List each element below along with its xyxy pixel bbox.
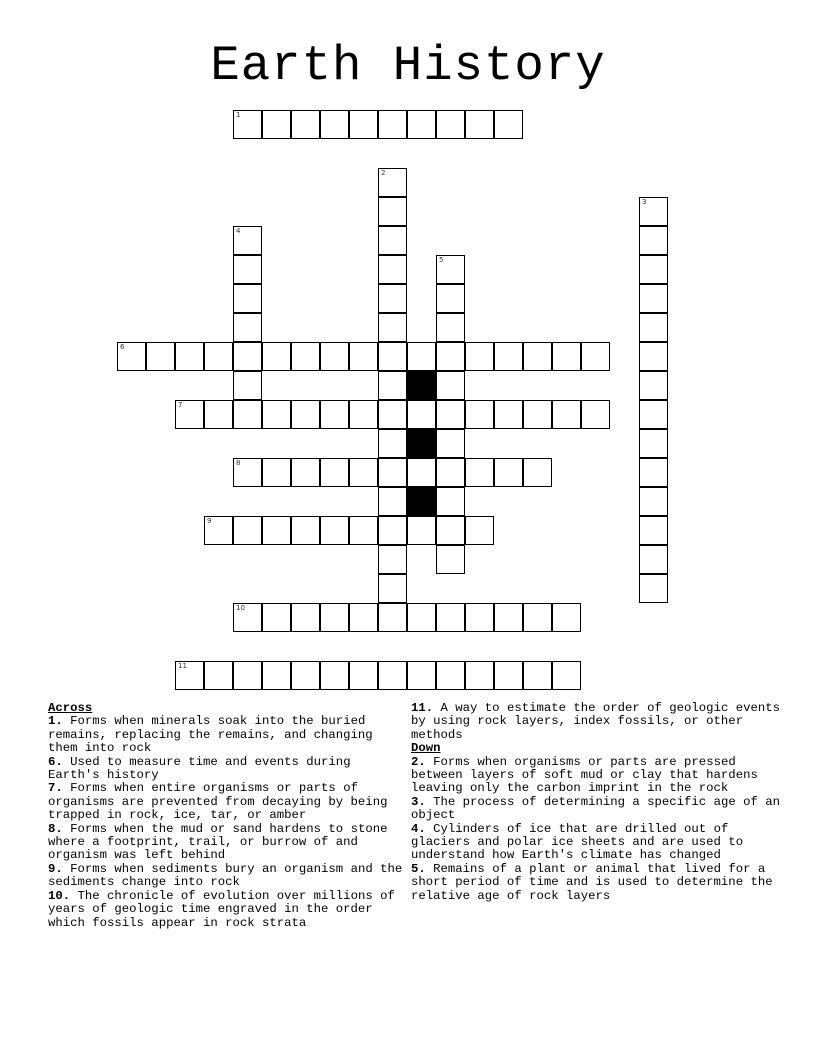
grid-cell[interactable] <box>378 487 407 516</box>
grid-cell[interactable] <box>233 284 262 313</box>
clue-number: 10. <box>48 888 71 903</box>
clue-number-label: 10 <box>236 604 245 612</box>
grid-cell[interactable] <box>349 516 378 545</box>
grid-cell[interactable] <box>204 661 233 690</box>
grid-cell[interactable] <box>233 255 262 284</box>
grid-cell[interactable] <box>494 458 523 487</box>
grid-cell[interactable] <box>639 371 668 400</box>
grid-cell[interactable] <box>320 342 349 371</box>
grid-cell[interactable] <box>407 110 436 139</box>
down-clue-5 <box>411 863 781 903</box>
clue-number-label: 8 <box>236 459 241 467</box>
grid-cell[interactable] <box>291 110 320 139</box>
grid-cell[interactable] <box>378 574 407 603</box>
grid-cell[interactable] <box>349 458 378 487</box>
grid-cell[interactable] <box>378 226 407 255</box>
grid-cell[interactable] <box>639 429 668 458</box>
clue-number: 7. <box>48 781 63 796</box>
grid-cell[interactable] <box>436 458 465 487</box>
grid-cell[interactable] <box>436 284 465 313</box>
across-clue-10 <box>48 890 404 930</box>
grid-cell[interactable] <box>262 661 291 690</box>
grid-cell[interactable] <box>378 371 407 400</box>
grid-cell[interactable] <box>465 110 494 139</box>
grid-cell[interactable] <box>291 400 320 429</box>
grid-cell[interactable] <box>233 458 262 487</box>
clue-number: 2. <box>411 754 426 769</box>
grid-cell[interactable] <box>494 110 523 139</box>
grid-cell[interactable] <box>465 516 494 545</box>
grid-cell[interactable] <box>233 603 262 632</box>
across-clue-7 <box>48 782 404 822</box>
grid-cell[interactable] <box>465 458 494 487</box>
grid-cell[interactable] <box>378 110 407 139</box>
grid-cell[interactable] <box>320 110 349 139</box>
grid-cell[interactable] <box>233 371 262 400</box>
grid-cell[interactable] <box>262 342 291 371</box>
clue-text: Forms when minerals soak into the buried remains, replacing the remains, and changing them into rock <box>48 714 373 756</box>
grid-cell[interactable] <box>320 400 349 429</box>
down-clue-4 <box>411 823 781 863</box>
grid-cell[interactable] <box>523 603 552 632</box>
grid-cell[interactable] <box>465 342 494 371</box>
clue-text: The process of determining a specific age of an object <box>411 794 780 823</box>
grid-cell[interactable] <box>436 661 465 690</box>
clue-number-label: 11 <box>178 662 187 670</box>
grid-cell[interactable] <box>378 458 407 487</box>
grid-cell[interactable] <box>581 400 610 429</box>
grid-cell[interactable] <box>378 168 407 197</box>
down-heading: Down <box>411 741 441 756</box>
grid-cell[interactable] <box>639 255 668 284</box>
grid-cell[interactable] <box>465 400 494 429</box>
grid-cell[interactable] <box>233 226 262 255</box>
grid-cell[interactable] <box>262 400 291 429</box>
grid-cell[interactable] <box>320 458 349 487</box>
clue-number-label: 3 <box>642 198 647 206</box>
across-clue-1 <box>48 715 404 755</box>
grid-cell[interactable] <box>552 400 581 429</box>
grid-cell[interactable] <box>407 400 436 429</box>
grid-cell[interactable] <box>378 400 407 429</box>
clue-number: 9. <box>48 861 63 876</box>
grid-cell[interactable] <box>407 661 436 690</box>
clue-number: 5. <box>411 861 426 876</box>
grid-cell[interactable] <box>349 661 378 690</box>
grid-cell[interactable] <box>436 255 465 284</box>
clue-number-label: 2 <box>381 169 386 177</box>
grid-cell[interactable] <box>552 342 581 371</box>
grid-cell[interactable] <box>349 342 378 371</box>
grid-cell[interactable] <box>320 603 349 632</box>
page-title: Earth History <box>210 38 606 94</box>
grid-cell[interactable] <box>378 255 407 284</box>
grid-cell[interactable] <box>378 284 407 313</box>
grid-cell[interactable] <box>204 516 233 545</box>
across-clue-11 <box>411 702 781 742</box>
grid-cell[interactable] <box>378 429 407 458</box>
clue-text: Used to measure time and events during Earth's history <box>48 754 351 783</box>
grid-cell[interactable] <box>436 487 465 516</box>
grid-cell[interactable] <box>320 516 349 545</box>
grid-cell[interactable] <box>639 197 668 226</box>
clue-number: 6. <box>48 754 63 769</box>
grid-cell[interactable] <box>436 371 465 400</box>
grid-cell[interactable] <box>349 400 378 429</box>
grid-cell[interactable] <box>378 545 407 574</box>
across-clue-9 <box>48 863 404 890</box>
grid-cell[interactable] <box>262 458 291 487</box>
grid-cell[interactable] <box>436 342 465 371</box>
clue-number-label: 9 <box>207 517 212 525</box>
grid-cell[interactable] <box>639 574 668 603</box>
grid-cell[interactable] <box>581 342 610 371</box>
grid-cell[interactable] <box>407 458 436 487</box>
grid-cell[interactable] <box>494 603 523 632</box>
grid-cell[interactable] <box>175 400 204 429</box>
clue-number: 3. <box>411 794 426 809</box>
grid-cell[interactable] <box>639 458 668 487</box>
clues-left-column <box>48 702 404 930</box>
grid-cell[interactable] <box>494 400 523 429</box>
grid-cell[interactable] <box>639 313 668 342</box>
grid-cell[interactable] <box>378 313 407 342</box>
grid-cell[interactable] <box>465 603 494 632</box>
clue-text: Forms when entire organisms or parts of organisms are prevented from decaying by being trapped in rock, ice, tar, or amber <box>48 781 388 823</box>
grid-cell[interactable] <box>552 603 581 632</box>
grid-cell[interactable] <box>378 342 407 371</box>
grid-cell[interactable] <box>407 516 436 545</box>
grid-cell[interactable] <box>523 342 552 371</box>
grid-cell[interactable] <box>436 110 465 139</box>
grid-cell[interactable] <box>436 516 465 545</box>
clue-number-label: 6 <box>120 343 125 351</box>
clue-text: A way to estimate the order of geologic events by using rock layers, index fossils, or other methods <box>411 701 780 742</box>
clue-text: Forms when sediments bury an organism and the sediments change into rock <box>48 861 403 890</box>
grid-cell[interactable] <box>436 313 465 342</box>
grid-cell[interactable] <box>494 661 523 690</box>
grid-cell[interactable] <box>378 197 407 226</box>
grid-cell[interactable] <box>523 458 552 487</box>
grid-cell[interactable] <box>436 603 465 632</box>
clue-number-label: 5 <box>439 256 444 264</box>
grid-cell[interactable] <box>407 603 436 632</box>
grid-cell[interactable] <box>639 516 668 545</box>
clue-number: 8. <box>48 821 63 836</box>
grid-cell[interactable] <box>233 110 262 139</box>
grid-cell[interactable] <box>146 342 175 371</box>
grid-cell[interactable] <box>233 516 262 545</box>
grid-cell[interactable] <box>291 661 320 690</box>
grid-cell[interactable] <box>639 342 668 371</box>
clue-number: 11. <box>411 701 434 715</box>
grid-cell[interactable] <box>639 487 668 516</box>
grid-cell[interactable] <box>320 661 349 690</box>
clue-text: Cylinders of ice that are drilled out of glaciers and polar ice sheets and are used to understand how Earth's climate has changed <box>411 821 744 863</box>
grid-cell[interactable] <box>233 342 262 371</box>
clue-text: Forms when the mud or sand hardens to stone where a footprint, trail, or burrow of and organism was left behind <box>48 821 388 863</box>
grid-cell[interactable] <box>175 342 204 371</box>
grid-cell[interactable] <box>639 545 668 574</box>
clues-right-column <box>411 702 781 903</box>
grid-cell[interactable] <box>262 516 291 545</box>
grid-cell[interactable] <box>262 110 291 139</box>
grid-cell[interactable] <box>436 429 465 458</box>
grid-cell[interactable] <box>523 400 552 429</box>
grid-cell[interactable] <box>378 516 407 545</box>
across-clue-8 <box>48 823 404 863</box>
across-clue-6 <box>48 756 404 783</box>
grid-cell[interactable] <box>291 603 320 632</box>
down-clue-3 <box>411 796 781 823</box>
grid-cell[interactable] <box>639 226 668 255</box>
clue-number: 1. <box>48 714 63 729</box>
clue-number: 4. <box>411 821 426 836</box>
grid-cell[interactable] <box>523 661 552 690</box>
clue-number-label: 7 <box>178 401 183 409</box>
grid-cell[interactable] <box>465 661 494 690</box>
grid-cell[interactable] <box>233 400 262 429</box>
grid-cell[interactable] <box>639 400 668 429</box>
clue-number-label: 1 <box>236 111 241 119</box>
grid-cell[interactable] <box>378 603 407 632</box>
grid-cell[interactable] <box>204 342 233 371</box>
grid-cell[interactable] <box>175 661 204 690</box>
grid-cell[interactable] <box>639 284 668 313</box>
grid-cell[interactable] <box>494 342 523 371</box>
grid-cell[interactable] <box>291 458 320 487</box>
grid-cell[interactable] <box>204 400 233 429</box>
grid-cell[interactable] <box>349 603 378 632</box>
clue-number-label: 4 <box>236 227 241 235</box>
grid-cell[interactable] <box>291 342 320 371</box>
grid-cell[interactable] <box>233 313 262 342</box>
grid-cell[interactable] <box>552 661 581 690</box>
black-square <box>407 429 436 458</box>
down-clue-2 <box>411 756 781 796</box>
grid-cell[interactable] <box>436 400 465 429</box>
grid-cell[interactable] <box>291 516 320 545</box>
clue-text: Remains of a plant or animal that lived for a short period of time and is used to determine the relative age of rock layers <box>411 861 773 903</box>
clue-text: The chronicle of evolution over millions of years of geologic time engraved in the order which fossils appear in rock strata <box>48 888 395 930</box>
grid-cell[interactable] <box>436 545 465 574</box>
black-square <box>407 487 436 516</box>
across-heading: Across <box>48 701 93 715</box>
grid-cell[interactable] <box>407 342 436 371</box>
grid-cell[interactable] <box>349 110 378 139</box>
black-square <box>407 371 436 400</box>
grid-cell[interactable] <box>233 661 262 690</box>
clue-text: Forms when organisms or parts are pressed between layers of soft mud or clay that hardens leaving only the carbon imprint in the rock <box>411 754 758 796</box>
grid-cell[interactable] <box>262 603 291 632</box>
grid-cell[interactable] <box>117 342 146 371</box>
grid-cell[interactable] <box>378 661 407 690</box>
